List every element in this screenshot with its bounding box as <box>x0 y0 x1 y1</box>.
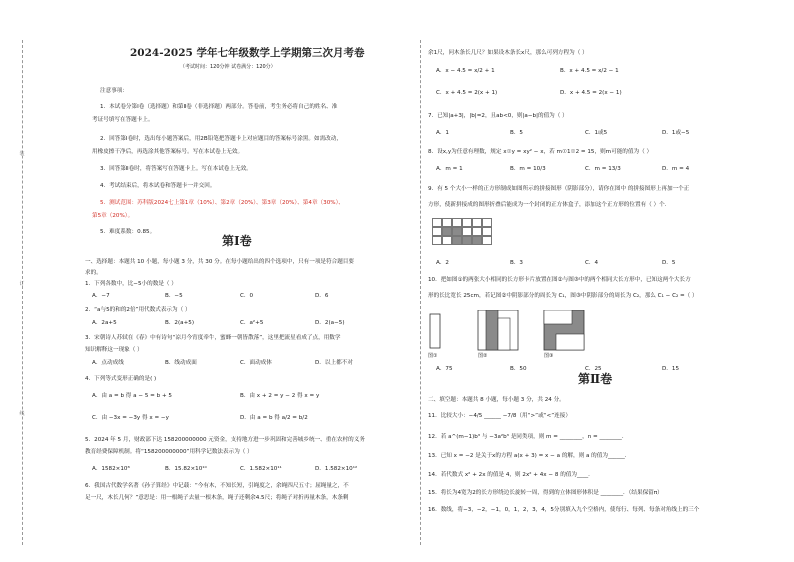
binding-line-left <box>22 40 23 545</box>
q2-stem: 2．“a与5的和的2倍”用代数式表示为（ ） <box>85 307 191 313</box>
shaded-square <box>452 236 462 245</box>
note-3: 3．回答第Ⅱ卷时，将答案写在答题卡上。写在本试卷上无效。 <box>100 166 252 172</box>
note-1b: 考证号填写在答题卡上。 <box>92 117 154 123</box>
q8-option-b: B．m = 10/3 <box>510 166 546 172</box>
notes-heading: 注意事项： <box>100 88 128 94</box>
card-rect <box>430 314 440 348</box>
card-rect <box>486 310 498 350</box>
shaded-square <box>442 227 452 236</box>
part1-heading: 第Ⅰ卷 <box>222 234 252 248</box>
q9-option-c: C．4 <box>585 260 599 266</box>
note-5b: 第5章（20%）。 <box>92 213 134 219</box>
q10-stem-2: 形的长比宽长 25cm，若记图②中阴影部分的周长为 C₁，图③中阴影部分的周长为 C₂，那么 C₁ − C₂ =（ ） <box>428 293 698 299</box>
q15-stem: 15．将长为4宽为2的长方形绕边长旋转一周，得到的立体图形体积是 ________．（结果保留π） <box>428 490 663 496</box>
q1-option-c: C．0 <box>240 293 254 299</box>
q2-option-d: D．2(a−5) <box>315 320 345 326</box>
q3-stem-1: 3．宋朝诗人苏轼在《春》中有诗句“凉月今宵度牵牛，蜜蜂一朝皆散落”，这里把流星看成了点，用数学 <box>85 335 341 341</box>
q6-stem-2: 足一尺，木长几何？”意思是：用一根绳子去量一根木条，绳子还剩余4.5尺；将绳子对折再量木条，木条剩 <box>85 495 349 501</box>
q5-option-a: A．1582×10⁸ <box>92 466 130 472</box>
shaded-square <box>452 227 462 236</box>
exam-subtitle: （考试时间：120分钟 试卷满分：120分） <box>180 64 276 70</box>
grid-cell <box>432 218 442 227</box>
q2-option-a: A．2a+5 <box>92 320 117 326</box>
q10-option-c: C．25 <box>585 366 602 372</box>
card-rect <box>544 310 572 324</box>
q7-option-c: C．1或5 <box>585 130 608 136</box>
q12-stem: 12．若 a^(m−1)b³ 与 −3a²b³ 是同类项，则 m = ________，n = ________. <box>428 434 624 440</box>
q6-option-a: A．x − 4.5 = x/2 + 1 <box>436 68 495 74</box>
q16-stem: 16．数线，将−3，−2，−1，0，1，2，3，4，5分别填入九个空格内，使每行、每列、每条对角线上的三个 <box>428 507 700 513</box>
q4-option-a: A．由 a = b 得 a − 5 = b + 5 <box>92 393 172 399</box>
q9-option-d: D．5 <box>662 260 676 266</box>
binding-char: 线 <box>19 411 25 417</box>
q6-stem-cont: 余1尺，问木条长几尺？如果设木条长x尺，那么可列方程为（ ） <box>428 50 588 56</box>
q9-net-grid <box>432 218 492 245</box>
q9-stem-2: 方形，使新拼接成的图形折叠后能成为一个封闭的正方体盒子，添加这个正方形的位置有（ ）个. <box>428 202 667 208</box>
grid-cell <box>482 236 492 245</box>
q8-option-a: A．m = 1 <box>436 166 463 172</box>
grid-cell <box>432 236 442 245</box>
shaded-square <box>462 236 472 245</box>
q7-option-a: A．1 <box>436 130 449 136</box>
q1-option-a: A．−7 <box>92 293 110 299</box>
grid-cell <box>452 218 462 227</box>
q4-stem: 4．下列等式变形正确的是( ) <box>85 376 157 382</box>
q7-option-d: D．1或−5 <box>662 130 690 136</box>
q10-fig1-caption: 图① <box>428 353 438 359</box>
q3-stem-2: 知识解释这一现象（ ） <box>85 347 143 353</box>
q5-option-d: D．1.582×10¹² <box>315 466 358 472</box>
q10-option-d: D．15 <box>662 366 680 372</box>
column-divider <box>420 40 421 545</box>
q10-option-a: A．75 <box>436 366 453 372</box>
q9-stem-1: 9．有 5 个大小一样的正方形制成如图所示的拼接图形（阴影部分），请你在图中 的拼接图形上再加一个正 <box>428 186 690 192</box>
note-2a: 2．回答第Ⅰ卷时，选出每小题答案后，用2B铅笔把答题卡上对应题目的答案标号涂黑。如需改动， <box>100 136 342 142</box>
q3-option-c: C．面动成体 <box>240 360 272 366</box>
q6-option-c: C．x + 4.5 = 2(x + 1) <box>436 90 498 96</box>
note-5a: 5．测试范围：苏科版2024七上第1章（10%）、第2章（20%）、第3章（20%）、第4章（30%）、 <box>100 200 344 206</box>
q7-option-b: B．5 <box>510 130 523 136</box>
q10-figures <box>428 310 618 360</box>
q10-fig3-caption: 图③ <box>544 353 554 359</box>
q7-stem: 7．已知|a+3|，|b|=2，且ab<0，则|a−b|的值为（ ） <box>428 113 568 119</box>
q3-option-a: A．点动成线 <box>92 360 124 366</box>
q1-stem: 1．下列各数中，比−5小的数是（ ） <box>85 281 177 287</box>
card-rect <box>498 318 510 350</box>
q8-stem: 8．设x,y为任意有理数，规定 x☉y = xy² − x，若 m☉1☉2 = 15，则m可能的值为（ ） <box>428 149 653 155</box>
grid-cell <box>462 227 472 236</box>
q6-option-d: D．x + 4.5 = 2(x − 1) <box>560 90 622 96</box>
q1-option-d: D．6 <box>315 293 329 299</box>
shaded-square <box>472 236 482 245</box>
binding-char: 装 <box>19 151 25 157</box>
grid-cell <box>482 227 492 236</box>
q2-option-b: B．2(a+5) <box>165 320 195 326</box>
part1-intro-2: 求的。 <box>85 270 102 276</box>
q6-stem-1: 6．我国古代数学名著《孙子算经》中记载：“今有木，不知长短，引绳度之，余绳四尺五寸；屈绳量之，不 <box>85 483 349 489</box>
binding-char: 订 <box>19 281 25 287</box>
q4-option-c: C．由 −3x = −3y 得 x = −y <box>92 415 169 421</box>
q1-option-b: B．−5 <box>165 293 183 299</box>
q3-option-b: B．线动成面 <box>165 360 197 366</box>
grid-cell <box>472 227 482 236</box>
q11-stem: 11．比较大小：−4/5 ______ −7/8（用“>”或“<”连接） <box>428 413 571 419</box>
q13-stem: 13．已知 x = −2 是关于x的方程 a(x + 3) = x − a 的解，则 a 的值为______. <box>428 453 627 459</box>
q9-option-b: B．3 <box>510 260 523 266</box>
grid-cell <box>442 236 452 245</box>
q10-stem-1: 10．把如图①的两张大小相同的长方形卡片放置在图②与图③中的两个相同大长方形中，已知这两个大长方 <box>428 277 691 283</box>
q10-option-b: B．50 <box>510 366 527 372</box>
note-2b: 用橡皮擦干净后，再选涂其他答案标号。写在本试卷上无效。 <box>92 149 244 155</box>
q8-option-d: D．m = 4 <box>662 166 690 172</box>
part2-heading: 第Ⅱ卷 <box>578 372 613 386</box>
grid-cell <box>462 218 472 227</box>
part2-intro: 二、填空题：本题共 8 小题，每小题 3 分，共 24 分。 <box>428 397 565 403</box>
q5-stem-2: 教育经费保障机制。将“158200000000”用科学记数法表示为（ ） <box>85 449 253 455</box>
q2-option-c: C．a²+5 <box>240 320 264 326</box>
q10-fig2-caption: 图② <box>478 353 488 359</box>
q5-option-c: C．1.582×10¹¹ <box>240 466 282 472</box>
card-rect <box>556 334 584 350</box>
grid-cell <box>482 218 492 227</box>
note-4: 4．考试结束后，将本试卷和答题卡一并交回。 <box>100 183 216 189</box>
grid-cell <box>432 227 442 236</box>
q4-option-d: D．由 a = b 得 a/2 = b/2 <box>240 415 308 421</box>
q5-stem-1: 5．2024 年 5 月，财政部下达 158200000000 元资金，支持地方进一步巩固和完善城乡统一、重在农村的义务 <box>85 437 365 443</box>
exam-title: 2024-2025 学年七年级数学上学期第三次月考卷 <box>130 47 365 59</box>
q3-option-d: D．以上都不对 <box>315 360 353 366</box>
q9-option-a: A．2 <box>436 260 449 266</box>
note-6: 5．难度系数：0.85。 <box>100 229 156 235</box>
grid-cell <box>472 218 482 227</box>
q14-stem: 14．若代数式 x² + 2x 的值是 4，则 2x² + 4x − 8 的值为____. <box>428 472 590 478</box>
q8-option-c: C．m = 13/3 <box>585 166 621 172</box>
q4-option-b: B．由 x + 2 = y − 2 得 x = y <box>240 393 320 399</box>
note-1a: 1．本试卷分第Ⅰ卷（选择题）和第Ⅱ卷（非选择题）两部分。答卷前，考生务必将自己的姓名、准 <box>100 104 338 110</box>
q6-option-b: B．x + 4.5 = x/2 − 1 <box>560 68 619 74</box>
grid-cell <box>442 218 452 227</box>
q5-option-b: B．15.82×10¹⁰ <box>165 466 207 472</box>
part1-intro-1: 一、选择题：本题共 10 小题，每小题 3 分，共 30 分。在每小题给出的四个选项中，只有一项是符合题目要 <box>85 259 354 265</box>
